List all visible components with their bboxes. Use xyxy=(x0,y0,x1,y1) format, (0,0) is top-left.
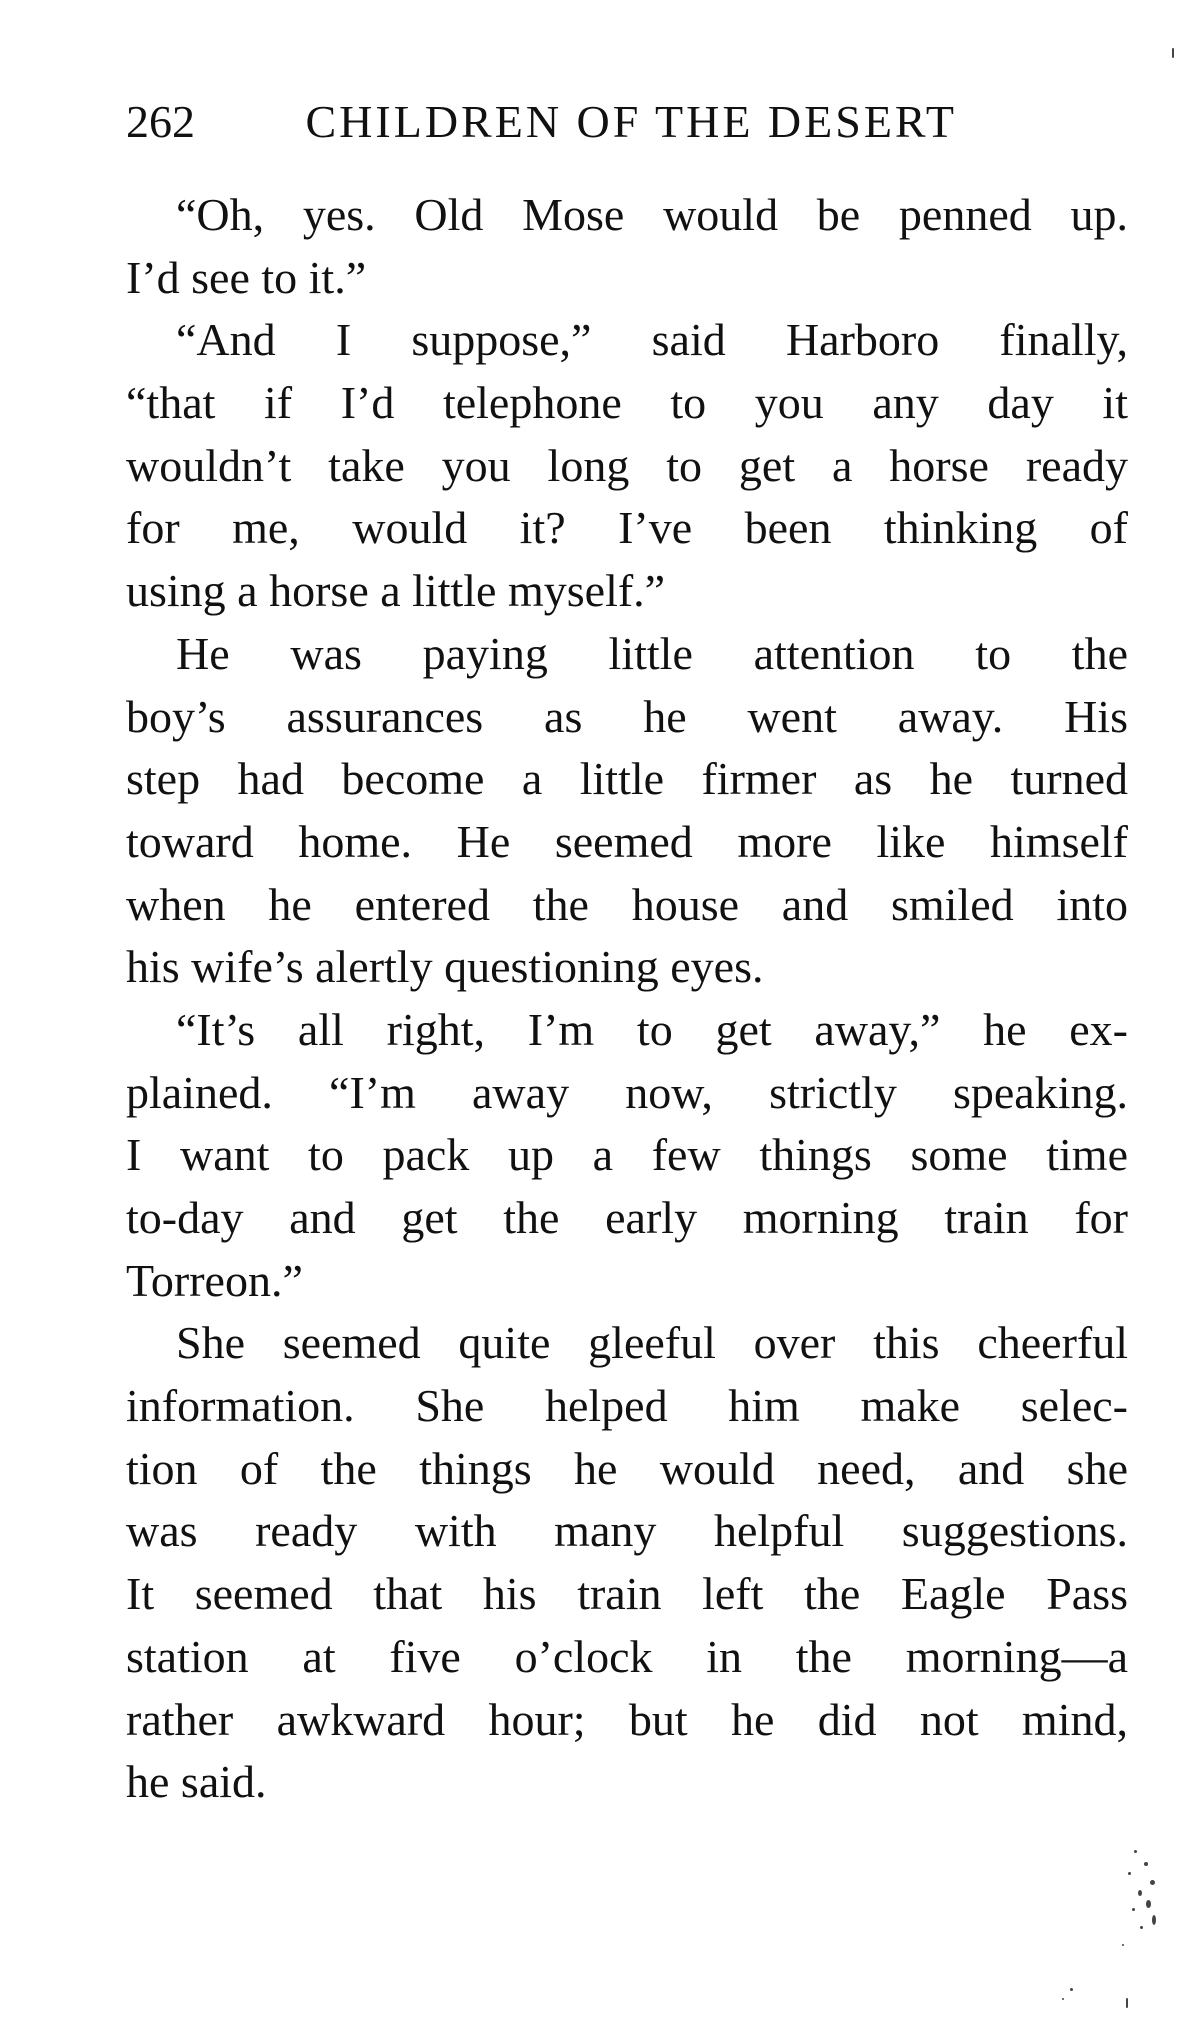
text-line: using a horse a little myself.” xyxy=(126,565,666,617)
scan-speck xyxy=(1132,1908,1135,1911)
paragraph xyxy=(126,999,1128,1312)
text-line: to-day and get the early morning train for xyxy=(126,1192,1128,1243)
text-line: information. She helped him make selec- xyxy=(126,1380,1128,1432)
text-line: toward home. He seemed more like himself xyxy=(126,815,1128,867)
text-line: I want to pack up a few things some time xyxy=(126,1129,1128,1181)
text-line: tion of the things he would need, and she xyxy=(126,1442,1128,1494)
text-line: boy’s assurances as he went away. His xyxy=(126,690,1128,742)
text-line: rather awkward hour; but he did not mind, xyxy=(126,1693,1128,1745)
paragraph xyxy=(126,184,1128,309)
body-text xyxy=(126,184,1128,1814)
running-head xyxy=(126,92,1126,152)
text-line: when he entered the house and smiled into xyxy=(126,878,1128,930)
text-line: She seemed quite gleeful over this cheerful xyxy=(176,1317,1128,1369)
scan-speck xyxy=(1138,1890,1142,1896)
scan-speck xyxy=(1122,1944,1124,1946)
page-number: 262 xyxy=(126,96,195,147)
text-line: he said. xyxy=(126,1756,267,1808)
text-line: station at five o’clock in the morning—a xyxy=(126,1630,1128,1682)
text-line: “And I suppose,” said Harboro finally, xyxy=(176,314,1128,366)
scan-speck xyxy=(1134,1850,1137,1853)
text-line: his wife’s alertly questioning eyes. xyxy=(126,941,764,993)
paragraph xyxy=(126,309,1128,622)
text-line: Torreon.” xyxy=(126,1254,303,1306)
paragraph xyxy=(126,623,1128,999)
scan-speck xyxy=(1146,1900,1151,1908)
text-line: plained. “I’m away now, strictly speaking. xyxy=(126,1066,1128,1118)
scan-speck xyxy=(1152,1915,1156,1925)
text-line: “that if I’d telephone to you any day it xyxy=(126,377,1128,429)
text-line: “Oh, yes. Old Mose would be penned up. xyxy=(176,189,1128,240)
scan-speck xyxy=(1126,1998,1128,2008)
scan-speck xyxy=(1150,1880,1155,1885)
text-line: “It’s all right, I’m to get away,” he ex- xyxy=(176,1003,1128,1055)
paragraph xyxy=(126,1312,1128,1814)
text-line: for me, would it? I’ve been thinking of xyxy=(126,502,1128,554)
text-line: I’d see to it.” xyxy=(126,251,367,303)
scan-speck xyxy=(1172,48,1174,58)
text-line: He was paying little attention to the xyxy=(176,627,1128,679)
text-line: step had become a little firmer as he turned xyxy=(126,753,1128,805)
text-line: It seemed that his train left the Eagle Pass xyxy=(126,1568,1128,1620)
running-title: CHILDREN OF THE DESERT xyxy=(305,96,957,147)
scan-speck xyxy=(1062,1998,1064,2000)
scan-speck xyxy=(1128,1872,1131,1875)
text-line: wouldn’t take you long to get a horse ready xyxy=(126,439,1128,491)
scan-speck xyxy=(1140,1926,1143,1929)
scan-speck xyxy=(1070,1988,1073,1991)
text-line: was ready with many helpful suggestions. xyxy=(126,1505,1128,1557)
scan-speck xyxy=(1144,1862,1148,1866)
